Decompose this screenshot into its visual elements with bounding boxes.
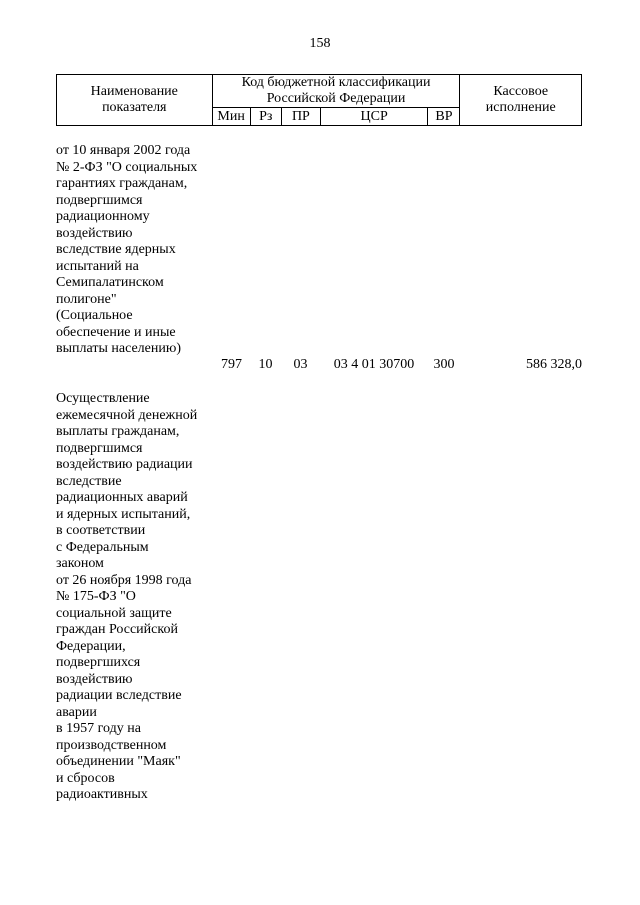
name-line: Осуществление: [56, 391, 150, 406]
header-col-csr: ЦСР: [320, 108, 427, 126]
header-col-rz: Рз: [250, 108, 281, 126]
header-exec-line-2: исполнение: [485, 100, 556, 115]
name-line: в соответствии: [56, 523, 146, 538]
name-line: с Федеральным: [56, 539, 149, 555]
cell-csr: 03 4 01 30700: [333, 356, 415, 372]
header-col-pr: ПР: [281, 108, 320, 126]
row-name: [56, 143, 210, 358]
cell-rz: 10: [258, 356, 273, 372]
name-line: обеспечение и иные: [56, 324, 176, 340]
name-line: № 2-ФЗ "О социальных: [56, 159, 198, 175]
header-name-line-1: Наименование: [90, 84, 178, 99]
name-line: и ядерных испытаний,: [56, 506, 191, 522]
header-name-line-2: показателя: [102, 100, 167, 115]
cell-vr: 300: [433, 356, 455, 372]
row-name: [56, 391, 210, 804]
table-body: [56, 143, 582, 804]
name-line: вследствие ядерных: [56, 242, 176, 257]
name-line: радиационных аварий: [56, 490, 188, 505]
name-line: социальной защите: [56, 605, 172, 621]
name-line: Семипалатинском: [56, 275, 164, 290]
name-line: Федерации,: [56, 638, 126, 654]
name-line: от 10 января 2002 года: [56, 143, 191, 158]
name-line: (Социальное: [56, 308, 133, 323]
header-col-min: Мин: [212, 108, 250, 126]
name-line: законом: [56, 556, 104, 571]
table-row: [56, 391, 582, 804]
name-line: аварии: [56, 704, 97, 720]
name-line: радиоактивных: [56, 787, 148, 802]
table-header: [56, 74, 582, 126]
name-line: гарантиях гражданам,: [56, 176, 188, 191]
header-code-group: [212, 75, 460, 108]
name-line: выплаты гражданам,: [56, 424, 180, 439]
name-line: воздействию: [56, 225, 133, 241]
name-line: выплаты населению): [56, 341, 181, 356]
page-number: 158: [309, 36, 331, 51]
name-line: подвергшихся: [56, 655, 141, 670]
name-line: радиации вследствие: [56, 688, 182, 703]
row-codes: [56, 356, 582, 373]
cell-pr: 03: [293, 356, 308, 372]
header-code-line-1: Код бюджетной классификации: [241, 75, 431, 90]
name-line: вследствие: [56, 473, 122, 489]
name-line: № 175-ФЗ "О: [56, 589, 136, 604]
header-code-line-2: Российской Федерации: [266, 91, 406, 106]
name-line: ежемесячной денежной: [56, 407, 198, 423]
name-line: подвергшимся: [56, 440, 143, 456]
name-line: в 1957 году на: [56, 721, 141, 736]
name-line: и сбросов: [56, 770, 115, 786]
name-line: полигоне": [56, 291, 117, 307]
name-line: производственном: [56, 737, 167, 753]
name-line: радиационному: [56, 209, 150, 224]
header-col-vr: ВР: [428, 108, 460, 126]
name-line: воздействию: [56, 671, 133, 687]
cell-min: 797: [221, 356, 242, 372]
table-row: [56, 143, 582, 373]
name-line: граждан Российской: [56, 622, 178, 637]
name-line: подвергшимся: [56, 192, 143, 208]
header-exec-cell: [460, 75, 582, 126]
cell-sum: 586 328,0: [526, 356, 582, 372]
header-name-cell: [57, 75, 213, 126]
name-line: испытаний на: [56, 258, 139, 274]
name-line: от 26 ноября 1998 года: [56, 572, 192, 588]
name-line: объединении "Маяк": [56, 754, 181, 769]
header-exec-line-1: Кассовое: [493, 84, 549, 99]
name-line: воздействию радиации: [56, 457, 193, 472]
